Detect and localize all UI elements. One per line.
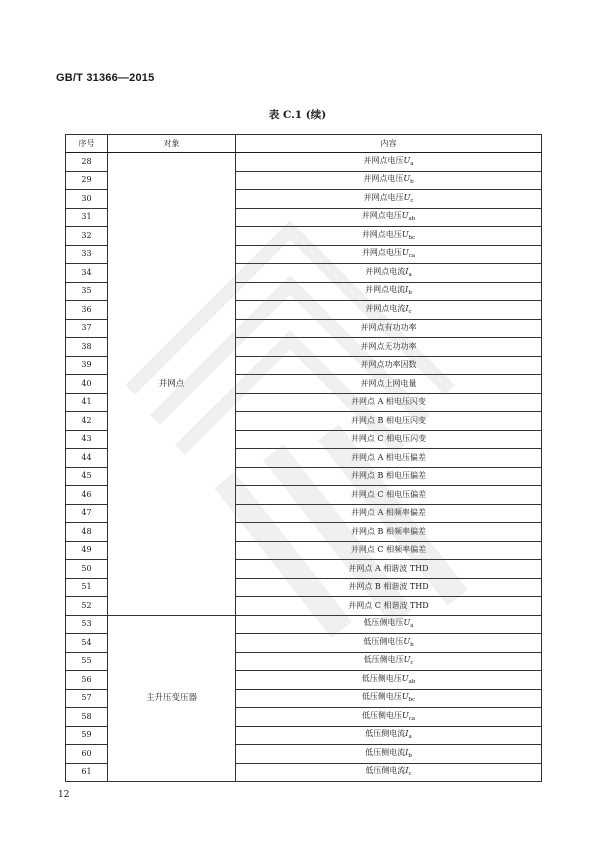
content-text: 低压侧电压	[363, 636, 404, 646]
content-text: 并网点电压	[361, 211, 402, 220]
table-title: 表 C.1 (续)	[268, 109, 327, 121]
content-cell	[236, 523, 542, 542]
content-cell	[236, 227, 542, 246]
content-cell	[236, 356, 542, 375]
row-number: 53	[66, 615, 108, 634]
content-variable: I	[405, 729, 409, 738]
content-subscript: ab	[408, 678, 416, 685]
content-text: 低压侧电压	[363, 655, 404, 664]
row-number: 61	[66, 763, 108, 782]
content-cell	[236, 171, 542, 190]
row-number: 60	[66, 745, 108, 764]
content-variable: I	[405, 266, 409, 276]
page-number: 12	[58, 790, 70, 800]
column-header-content: 内容	[236, 135, 542, 153]
content-cell	[236, 375, 542, 394]
table-row	[66, 153, 542, 172]
content-cell	[236, 153, 542, 172]
content-cell	[236, 282, 542, 301]
table-body	[66, 153, 542, 782]
content-variable: U	[401, 248, 409, 257]
content-cell	[236, 504, 542, 523]
row-number: 37	[66, 319, 108, 338]
content-cell	[236, 745, 542, 764]
content-subscript: bc	[408, 697, 416, 703]
content-text: 并网点无功功率	[360, 341, 417, 351]
content-text: 低压侧电压	[361, 692, 402, 701]
content-text: 并网点 A 相频率偏差	[351, 508, 426, 518]
content-subscript: c	[410, 660, 414, 666]
content-subscript: bc	[408, 234, 416, 241]
content-subscript: b	[408, 290, 412, 296]
content-subscript: ca	[408, 715, 416, 722]
content-variable: U	[403, 192, 411, 202]
row-number: 30	[66, 190, 108, 209]
content-cell	[236, 301, 542, 320]
content-text: 低压侧电流	[365, 766, 406, 775]
content-variable: U	[403, 155, 411, 165]
content-text: 并网点电流	[365, 285, 406, 294]
content-subscript: a	[410, 160, 414, 167]
row-number: 46	[66, 486, 108, 505]
content-variable: U	[403, 618, 411, 627]
content-text: 并网点电压	[363, 192, 404, 202]
content-cell	[236, 578, 542, 597]
content-cell	[236, 541, 542, 560]
row-number: 50	[66, 560, 108, 579]
content-cell	[236, 264, 542, 283]
content-subscript: ca	[408, 253, 416, 259]
row-number: 55	[66, 652, 108, 671]
content-variable: U	[401, 710, 409, 720]
content-subscript: a	[408, 271, 412, 278]
row-number: 54	[66, 634, 108, 653]
content-text: 低压侧电压	[363, 618, 404, 627]
row-number: 47	[66, 504, 108, 523]
content-subscript: a	[410, 623, 414, 629]
content-variable: U	[401, 229, 409, 239]
content-text: 并网点功率因数	[360, 360, 417, 370]
content-subscript: ab	[408, 216, 416, 222]
column-header-no: 序号	[66, 135, 108, 153]
content-subscript: c	[410, 197, 414, 204]
column-header-object: 对象	[108, 135, 236, 153]
content-text: 并网点电流	[365, 303, 406, 313]
content-subscript: b	[410, 179, 414, 185]
row-number: 35	[66, 282, 108, 301]
row-number: 51	[66, 578, 108, 597]
content-text: 低压侧电压	[361, 710, 402, 720]
content-text: 并网点电压	[361, 229, 402, 239]
table-header	[66, 135, 542, 153]
content-cell	[236, 708, 542, 727]
content-variable: U	[401, 692, 409, 701]
content-cell	[236, 245, 542, 264]
content-text: 并网点有功功率	[360, 323, 417, 333]
content-variable: U	[401, 673, 409, 683]
content-text: 并网点 B 相电压闪变	[351, 415, 426, 425]
table-container	[65, 134, 541, 782]
row-number: 36	[66, 301, 108, 320]
content-variable: U	[403, 174, 411, 183]
row-number: 58	[66, 708, 108, 727]
content-text: 并网点 B 相频率偏差	[351, 526, 426, 536]
content-text: 低压侧电流	[365, 729, 406, 738]
content-cell	[236, 449, 542, 468]
content-variable: U	[401, 211, 409, 220]
content-text: 并网点 C 相谐波 THD	[348, 600, 429, 610]
content-text: 低压侧电压	[361, 673, 402, 683]
object-cell: 并网点	[108, 153, 236, 616]
content-cell	[236, 615, 542, 634]
data-table	[65, 134, 542, 782]
content-cell	[236, 190, 542, 209]
content-cell	[236, 597, 542, 616]
content-cell	[236, 338, 542, 357]
content-text: 并网点 A 相电压偏差	[351, 452, 426, 462]
content-text: 并网点 C 相电压闪变	[350, 434, 427, 444]
content-cell	[236, 412, 542, 431]
content-cell	[236, 208, 542, 227]
content-cell	[236, 689, 542, 708]
content-cell	[236, 726, 542, 745]
row-number: 41	[66, 393, 108, 412]
row-number: 33	[66, 245, 108, 264]
content-cell	[236, 486, 542, 505]
content-text: 并网点上网电量	[360, 378, 417, 388]
content-variable: I	[405, 747, 409, 757]
object-cell: 主升压变压器	[108, 615, 236, 782]
content-subscript: c	[408, 308, 412, 315]
row-number: 43	[66, 430, 108, 449]
row-number: 49	[66, 541, 108, 560]
content-cell	[236, 634, 542, 653]
content-subscript: c	[408, 771, 412, 777]
content-text: 并网点电压	[363, 155, 404, 165]
content-text: 并网点 B 相电压偏差	[351, 471, 426, 481]
row-number: 38	[66, 338, 108, 357]
row-number: 59	[66, 726, 108, 745]
content-variable: U	[403, 655, 411, 664]
content-text: 并网点 A 相谐波 THD	[348, 563, 429, 573]
content-text: 并网点电压	[361, 248, 402, 257]
content-cell	[236, 430, 542, 449]
row-number: 45	[66, 467, 108, 486]
content-cell	[236, 467, 542, 486]
content-cell	[236, 671, 542, 690]
content-variable: I	[405, 285, 409, 294]
row-number: 57	[66, 689, 108, 708]
standard-code: GB/T 31366—2015	[56, 72, 155, 84]
content-subscript: a	[408, 734, 412, 740]
content-text: 低压侧电流	[365, 747, 406, 757]
content-variable: I	[405, 303, 409, 313]
content-cell	[236, 393, 542, 412]
row-number: 44	[66, 449, 108, 468]
content-text: 并网点 C 相频率偏差	[350, 545, 427, 555]
row-number: 31	[66, 208, 108, 227]
content-text: 并网点 C 相电压偏差	[350, 489, 427, 499]
row-number: 28	[66, 153, 108, 172]
content-text: 并网点电流	[365, 266, 406, 276]
content-cell	[236, 763, 542, 782]
content-cell	[236, 560, 542, 579]
row-number: 52	[66, 597, 108, 616]
content-cell	[236, 652, 542, 671]
row-number: 29	[66, 171, 108, 190]
row-number: 32	[66, 227, 108, 246]
content-text: 并网点电压	[363, 174, 404, 183]
row-number: 42	[66, 412, 108, 431]
row-number: 56	[66, 671, 108, 690]
content-text: 并网点 A 相电压闪变	[351, 397, 426, 407]
content-text: 并网点 B 相谐波 THD	[348, 582, 429, 592]
content-variable: U	[403, 636, 411, 646]
content-subscript: b	[408, 752, 412, 759]
row-number: 40	[66, 375, 108, 394]
content-cell	[236, 319, 542, 338]
content-subscript: b	[410, 641, 414, 648]
row-number: 48	[66, 523, 108, 542]
header-row	[66, 135, 542, 153]
content-variable: I	[405, 766, 409, 775]
table-row	[66, 615, 542, 634]
row-number: 39	[66, 356, 108, 375]
row-number: 34	[66, 264, 108, 283]
